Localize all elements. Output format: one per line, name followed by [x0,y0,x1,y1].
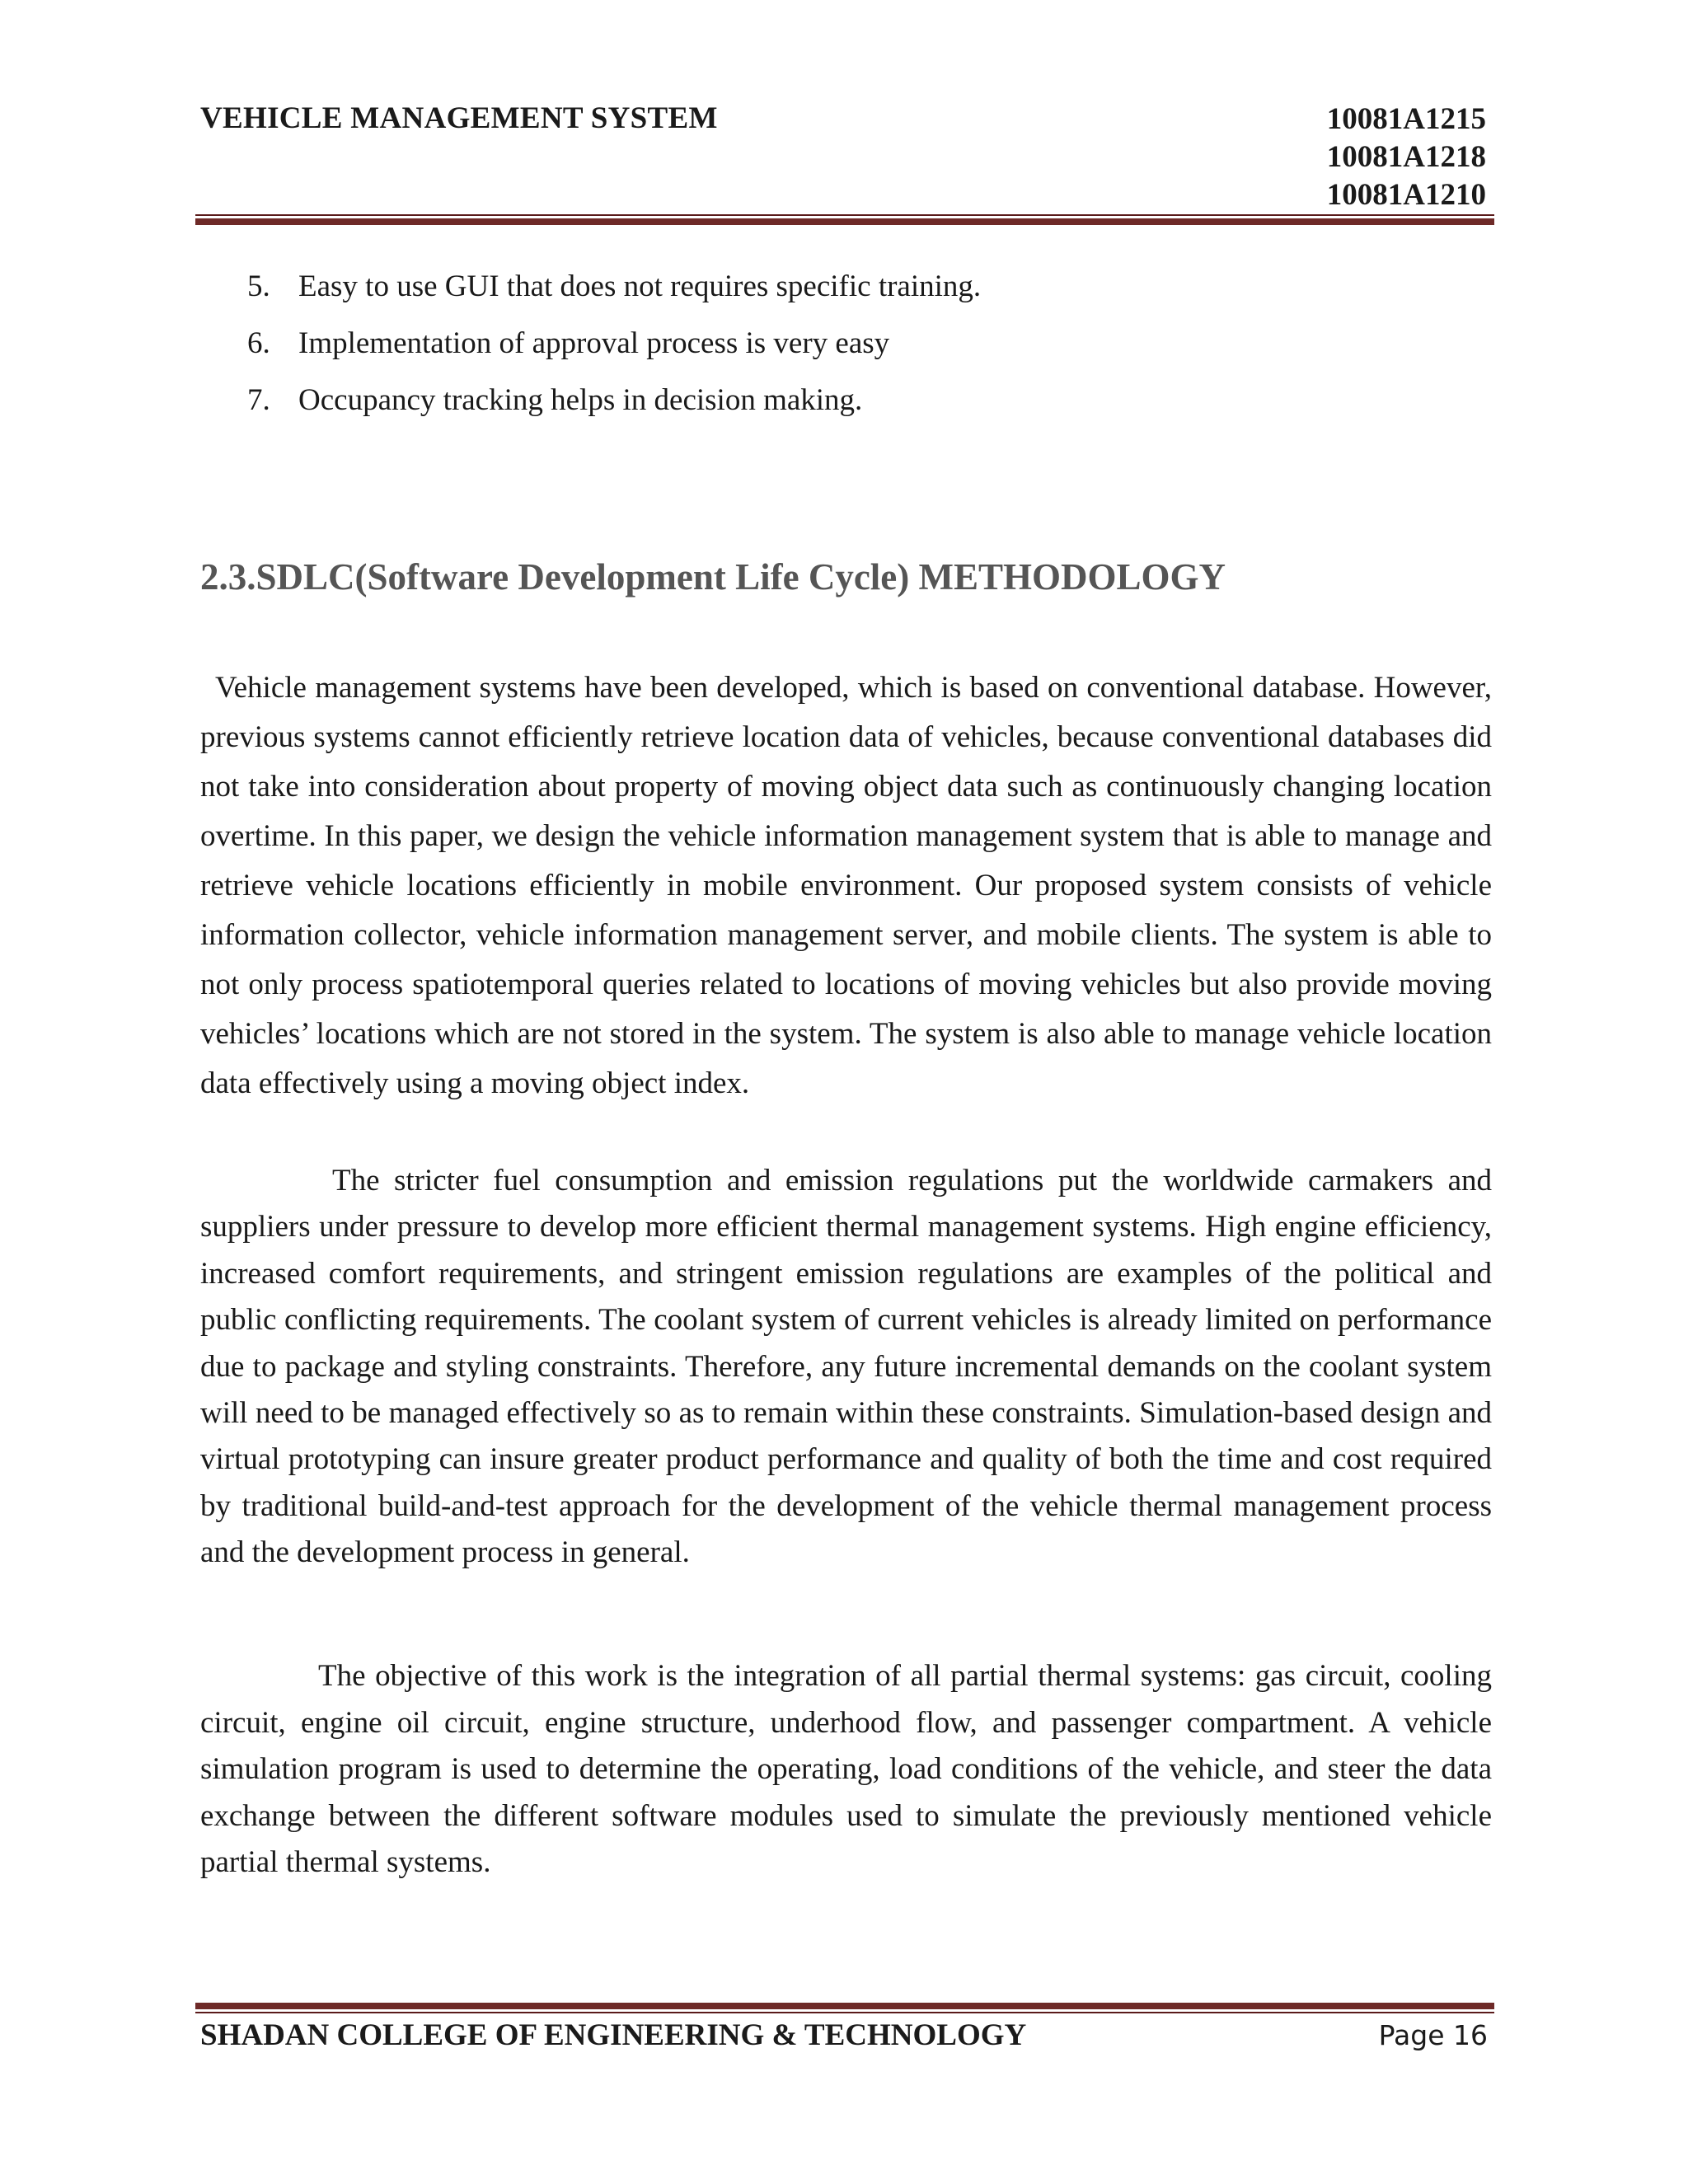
body-paragraph: The objective of this work is the integration of all partial thermal systems: gas circuit, cooling circuit, engine oil circuit, engine structure, underhood flow, and passenger compartment. A vehicle simulation program is used to determine the operating, load conditions of the vehicle, and steer the data exchange between the different software modules used to simulate the previously mentioned vehicle partial thermal systems. [200,1659,1492,1880]
list-item [247,326,981,382]
roll-number: 10081A1215 [1326,102,1486,136]
roll-number: 10081A1210 [1326,178,1486,212]
list-item-number: 6. [247,326,270,360]
header-title: VEHICLE MANAGEMENT SYSTEM [200,101,718,135]
list-item-number: 5. [247,269,270,303]
body-paragraph: Vehicle management systems have been developed, which is based on conventional database. However, previous systems cannot efficiently retrieve location data of vehicles, because conventional databases did not take into consideration about property of moving object data such as continuously changing location overtime. In this paper, we design the vehicle information management system that is able to manage and retrieve vehicle locations efficiently in mobile environment. Our proposed system consists of vehicle information collector, vehicle information management server, and mobile clients. The system is able to not only process spatiotemporal queries related to locations of moving vehicles but also provide moving vehicles’ locations which are not stored in the system. The system is also able to manage vehicle location data effectively using a moving object index. [200,671,1492,1100]
footer-college-name: SHADAN COLLEGE OF ENGINEERING & TECHNOLOGY [200,2018,1027,2052]
page-number: Page 16 [1378,2019,1488,2051]
header-divider [195,214,1494,225]
body-paragraph: The stricter fuel consumption and emission regulations put the worldwide carmakers and suppliers under pressure to develop more efficient thermal management systems. High engine efficiency, increased comfort requirements, and stringent emission regulations are examples of the political and public conflicting requirements. The coolant system of current vehicles is already limited on performance due to package and styling constraints. Therefore, any future incremental demands on the coolant system will need to be managed effectively so as to remain within these constraints. Simulation-based design and virtual prototyping can insure greater product performance and quality of both the time and cost required by traditional build-and-test approach for the development of the vehicle thermal management process and the development process in general. [200,1164,1492,1570]
footer-divider [195,2003,1494,2013]
list-item-number: 7. [247,383,270,417]
list-item-text: Occupancy tracking helps in decision making. [298,383,863,417]
roll-number: 10081A1218 [1326,140,1486,174]
section-heading: 2.3.SDLC(Software Development Life Cycle) METHODOLOGY [200,556,1226,598]
feature-list [247,269,981,439]
list-item-text: Implementation of approval process is very easy [298,326,890,360]
header-roll-numbers [1327,101,1486,214]
list-item [247,382,981,439]
list-item [247,269,981,326]
list-item-text: Easy to use GUI that does not requires specific training. [298,269,982,303]
